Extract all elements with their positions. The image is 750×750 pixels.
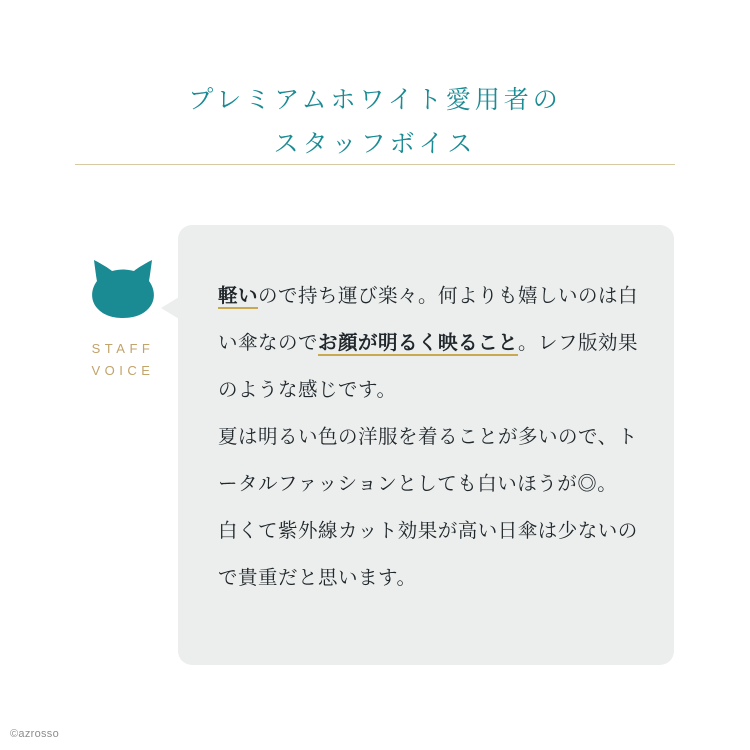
copyright-credit: ©azrosso <box>10 728 60 740</box>
title-divider <box>75 164 675 165</box>
testimonial-paragraph-3: 白くて紫外線カット効果が高い日傘は少ないので貴重だと思います。 <box>218 521 638 589</box>
staff-label-line-2: VOICE <box>91 363 155 378</box>
testimonial-bubble <box>178 225 674 665</box>
testimonial-text-1c: 。レフ版効果のような感じです。 <box>218 333 639 401</box>
page-title-line-1: プレミアムホワイト愛用者の <box>188 86 562 114</box>
page-title-line-2: スタッフボイス <box>273 130 477 158</box>
staff-label-line-1: STAFF <box>91 341 155 356</box>
highlight-1: 軽い <box>218 286 259 307</box>
testimonial-paragraph-2: 夏は明るい色の洋服を着ることが多いので、トータルファッションとしても白いほうが◎。 <box>218 427 638 495</box>
page-title <box>0 79 750 167</box>
staff-badge <box>58 258 188 382</box>
staff-voice-label <box>58 338 188 382</box>
testimonial-text-1b: 白い傘なので <box>218 286 639 354</box>
cat-head-icon <box>88 258 158 320</box>
testimonial-text-1a: ので持ち運び楽々。何よりも嬉しいのは <box>258 286 619 307</box>
testimonial-paragraph-1 <box>218 273 640 414</box>
highlight-2: お顔が明るく映ること <box>318 333 519 354</box>
